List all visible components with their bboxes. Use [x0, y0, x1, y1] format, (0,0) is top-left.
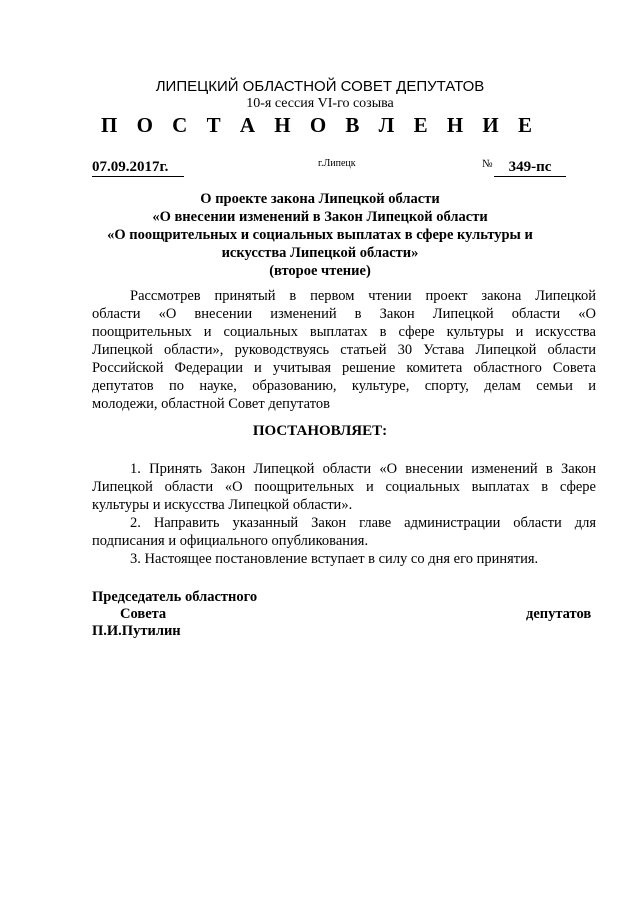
document-type: П О С Т А Н О В Л Е Н И Е	[100, 113, 539, 137]
preamble-line: Рассмотрев принятый в первом чтении проект закона Липецкой	[130, 288, 596, 304]
item-3-line: 3. Настоящее постановление вступает в силу со дня его принятия.	[130, 551, 539, 567]
preamble-line: депутатов по науке, образованию, культуре, спорту, делам семьи и	[92, 378, 596, 394]
title-line: искусства Липецкой области»	[221, 245, 419, 261]
item-2-line: 2. Направить указанный Закон главе администрации области для	[130, 515, 596, 531]
resolves-heading: ПОСТАНОВЛЯЕТ:	[252, 423, 388, 439]
session-info: 10-я сессия VI-го созыва	[246, 96, 394, 111]
title-line: (второе чтение)	[269, 263, 371, 279]
title-line: О проекте закона Липецкой области	[200, 191, 440, 207]
item-1-line: 1. Принять Закон Липецкой области «О внесении изменений в Закон	[130, 461, 596, 477]
preamble	[92, 287, 596, 413]
item-1-line: культуры и искусства Липецкой области».	[92, 497, 353, 513]
title-line: «О внесении изменений в Закон Липецкой области	[152, 209, 488, 225]
document-number: 349-пс	[494, 158, 566, 177]
number-sign: №	[482, 158, 493, 170]
signature-name: П.И.Путилин	[92, 623, 181, 639]
preamble-line: Липецкой области», руководствуясь статьей 30 Устава Липецкой области	[92, 342, 596, 358]
signature-council: Совета	[120, 606, 167, 622]
signature-deputies: депутатов	[526, 606, 592, 622]
preamble-line: молодежи, областной Совет депутатов	[92, 396, 330, 412]
document-title	[100, 190, 540, 280]
item-2-line: подписания и официального опубликования.	[92, 533, 369, 549]
item-1-line: Липецкой области «О поощрительных и социальных выплатах в сфере	[92, 479, 596, 495]
council-name: ЛИПЕЦКИЙ ОБЛАСТНОЙ СОВЕТ ДЕПУТАТОВ	[155, 78, 485, 95]
preamble-line: области «О внесении изменений в Закон Липецкой области «О	[92, 306, 596, 322]
document-city: г.Липецк	[318, 158, 356, 169]
preamble-line: Российской Федерации и учитывая решение комитета областного Совета	[92, 360, 596, 376]
preamble-line: поощрительных и социальных выплатах в сфере культуры и искусства	[92, 324, 596, 340]
signature-title: Председатель областного	[92, 589, 258, 605]
document-date: 07.09.2017г.	[92, 158, 184, 177]
title-line: «О поощрительных и социальных выплатах в сфере культуры и	[107, 227, 533, 243]
resolution-items	[92, 460, 596, 568]
